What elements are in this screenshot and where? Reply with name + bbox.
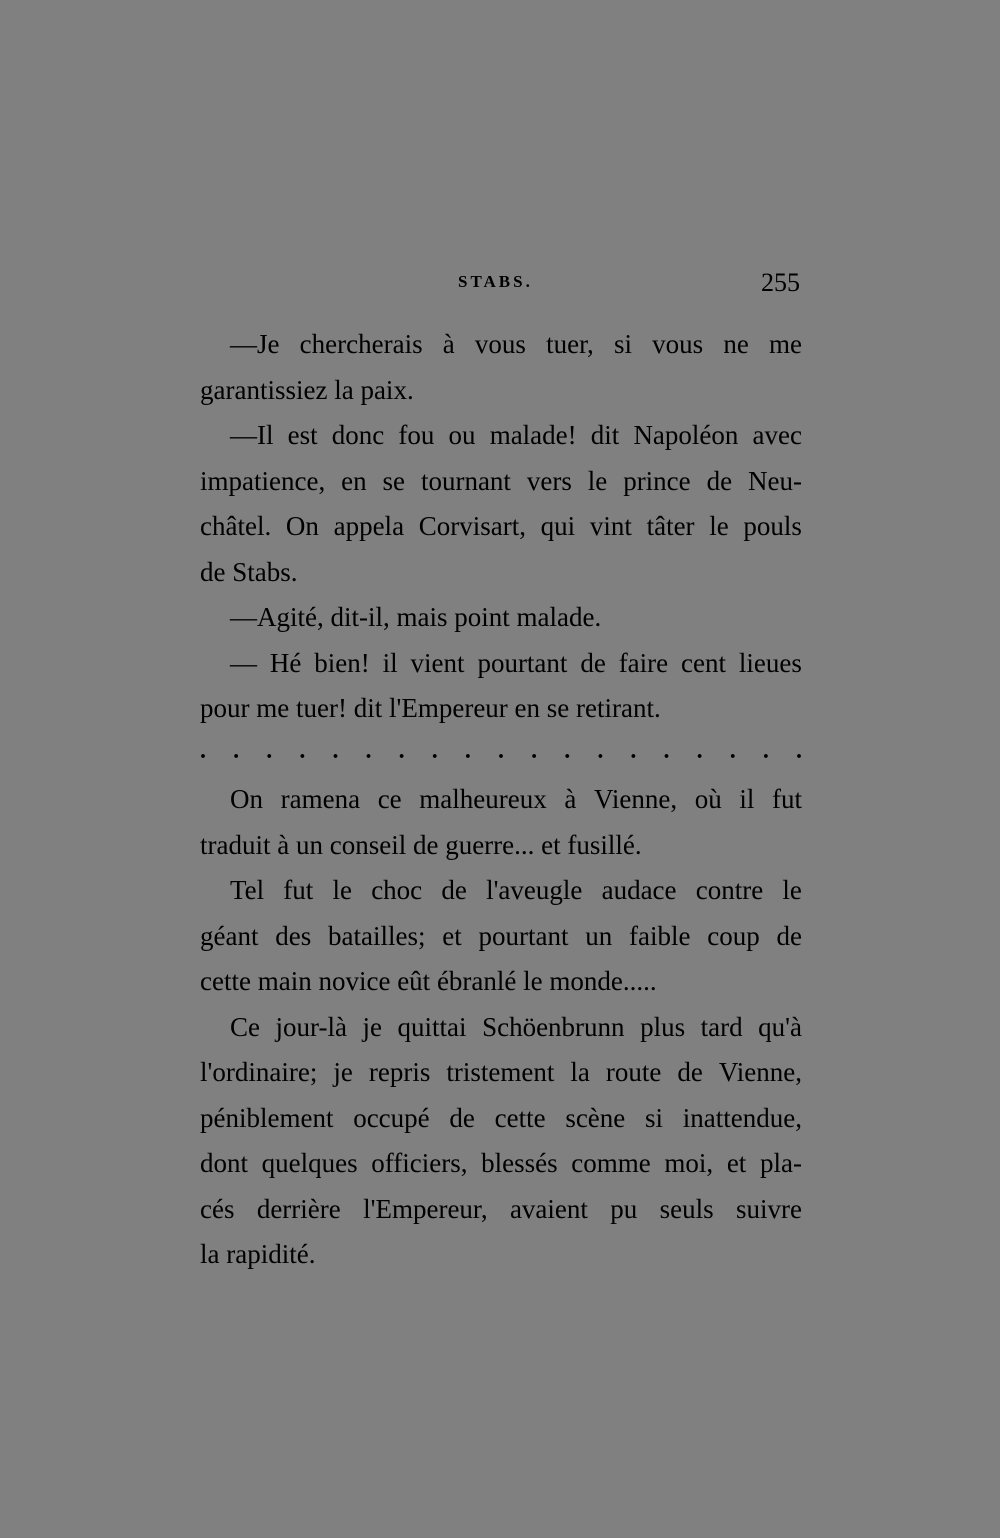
word: garantissiez — [200, 374, 328, 405]
word: il — [382, 647, 398, 678]
dot: . — [299, 737, 306, 764]
word: derrière — [256, 1193, 341, 1224]
word: et — [442, 920, 462, 951]
word: un — [295, 829, 323, 860]
word: conseil — [329, 829, 407, 860]
word: vous — [652, 329, 704, 359]
word: châtel. — [200, 511, 272, 541]
dot: . — [365, 737, 372, 764]
word: avec — [752, 420, 802, 450]
word: pla- — [759, 1148, 802, 1178]
word: l'Empereur — [388, 693, 508, 723]
word: l'ordinaire; — [200, 1057, 318, 1087]
dot: . — [233, 737, 240, 764]
word: chercherais — [299, 329, 423, 359]
word: en — [341, 465, 367, 496]
word: dit — [590, 420, 620, 450]
word: Tel — [230, 875, 265, 905]
word: de — [580, 647, 606, 678]
word: tâter — [646, 511, 695, 541]
text-line — [200, 1050, 802, 1096]
word: audace — [601, 875, 677, 905]
word: Schöenbrunn — [482, 1011, 625, 1042]
text-line — [200, 504, 802, 550]
word: quelques — [261, 1148, 358, 1178]
dot: . — [663, 737, 670, 764]
word: Vienne, — [718, 1057, 802, 1087]
word: prince — [623, 465, 691, 496]
word: dont — [200, 1148, 249, 1178]
text-line — [200, 823, 802, 869]
text-line — [200, 1096, 802, 1142]
dot: . — [564, 737, 571, 764]
word: blessés — [481, 1148, 558, 1178]
word: Ce — [230, 1011, 260, 1042]
word: eût — [397, 966, 431, 996]
word: quittai — [397, 1011, 467, 1042]
word: scène — [565, 1102, 626, 1133]
word: vers — [526, 465, 572, 496]
word: où — [694, 784, 722, 814]
dot: . — [266, 737, 273, 764]
dot: . — [729, 737, 736, 764]
word: si — [613, 329, 632, 359]
text-line — [200, 868, 802, 914]
word: géant — [200, 920, 259, 951]
word: comme — [571, 1148, 651, 1178]
word: officiers, — [371, 1148, 468, 1178]
page-number: 255 — [761, 268, 800, 297]
word: malade! — [489, 420, 577, 450]
dot: . — [200, 737, 206, 764]
word: monde..... — [549, 966, 657, 996]
word: vient — [410, 647, 465, 678]
word: fou — [398, 420, 435, 450]
word: tard — [700, 1011, 743, 1042]
word: coup — [707, 920, 760, 951]
word: et — [541, 829, 561, 860]
word: main — [257, 966, 312, 996]
word: cette — [200, 966, 251, 996]
word: fusillé. — [567, 829, 642, 860]
dot: . — [696, 737, 703, 764]
word: le — [782, 875, 802, 905]
word: lieues — [738, 647, 802, 678]
word: de — [449, 1102, 475, 1133]
word: tuer, — [546, 329, 594, 359]
word: contre — [695, 875, 764, 905]
word: —Il — [230, 420, 274, 450]
dot: . — [630, 737, 637, 764]
text-line — [200, 1232, 802, 1278]
word: de — [412, 829, 439, 860]
word: le — [332, 875, 352, 905]
word: repris — [368, 1057, 431, 1087]
word: la — [334, 374, 354, 405]
word: je — [333, 1057, 353, 1087]
dot: . — [398, 737, 405, 764]
word: vint — [589, 511, 632, 541]
word: moi, — [664, 1148, 714, 1178]
word: On — [285, 511, 319, 541]
word: bien! — [314, 647, 370, 678]
text-line — [200, 686, 802, 732]
word: et — [726, 1148, 747, 1178]
word: Stabs. — [232, 556, 298, 587]
text-line — [200, 368, 802, 414]
dot: . — [497, 737, 504, 764]
word: paix. — [360, 374, 414, 405]
word: de — [706, 465, 733, 496]
word: donc — [331, 420, 385, 450]
word: le — [587, 465, 608, 496]
word: inattendue, — [682, 1102, 802, 1133]
text-line — [200, 459, 802, 505]
word: vous — [474, 329, 526, 359]
word: —Je — [230, 329, 280, 359]
text-line — [200, 1141, 802, 1187]
dot: . — [332, 737, 339, 764]
word: point — [454, 602, 510, 632]
page-header — [200, 268, 800, 302]
word: ou — [448, 420, 476, 450]
word: péniblement — [200, 1102, 334, 1133]
word: rapidité. — [226, 1239, 316, 1269]
dot: . — [431, 737, 438, 764]
word: tuer! — [296, 693, 347, 723]
body-text — [200, 322, 802, 1278]
word: des — [275, 920, 312, 951]
text-line — [200, 914, 802, 960]
dot: . — [795, 737, 802, 764]
word: traduit — [200, 829, 271, 860]
word: faible — [629, 920, 691, 951]
word: guerre... — [445, 829, 535, 860]
word: — — [230, 647, 257, 678]
text-line — [200, 413, 802, 459]
word: mais — [396, 602, 448, 632]
word: le — [523, 966, 543, 996]
word: l'aveugle — [486, 875, 583, 905]
word: avaient — [509, 1193, 588, 1224]
word: faire — [618, 647, 669, 678]
word: en — [514, 693, 541, 723]
word: cette — [494, 1102, 546, 1133]
text-line — [200, 1187, 802, 1233]
word: On — [230, 784, 263, 814]
word: fut — [283, 875, 314, 905]
word: tournant — [420, 465, 511, 496]
ellipsis-line — [200, 732, 802, 778]
word: choc — [371, 875, 423, 905]
word: —Agité, — [230, 602, 324, 632]
running-head: STABS. — [458, 272, 533, 291]
word: malade. — [516, 602, 602, 632]
word: suivre — [735, 1193, 802, 1224]
word: ne — [723, 329, 749, 359]
word: ce — [377, 784, 402, 814]
word: malheureux — [419, 784, 547, 814]
word: un — [585, 920, 613, 951]
dot: . — [531, 737, 538, 764]
word: à — [277, 829, 290, 860]
word: ramena — [280, 784, 361, 814]
word: se — [382, 465, 406, 496]
word: route — [605, 1057, 662, 1087]
word: Hé — [269, 647, 302, 678]
word: de — [441, 875, 467, 905]
dot: . — [762, 737, 769, 764]
word: fut — [771, 784, 802, 814]
word: appela — [333, 511, 405, 541]
text-line — [200, 595, 802, 641]
dot: . — [464, 737, 471, 764]
word: la — [570, 1057, 590, 1087]
word: la — [200, 1239, 220, 1269]
text-line — [200, 1005, 802, 1051]
word: je — [362, 1011, 382, 1042]
word: me — [256, 693, 290, 723]
word: qu'à — [758, 1011, 802, 1042]
word: il — [739, 784, 755, 814]
word: me — [768, 329, 802, 359]
word: pourtant — [478, 920, 569, 951]
word: novice — [318, 966, 391, 996]
word: qui — [540, 511, 576, 541]
word: pour — [200, 693, 250, 723]
text-line — [200, 322, 802, 368]
word: le — [709, 511, 729, 541]
word: Vienne, — [593, 784, 678, 814]
word: cés — [200, 1193, 235, 1224]
word: dit — [353, 693, 383, 723]
text-line — [200, 959, 802, 1005]
word: pu — [610, 1193, 638, 1224]
word: cent — [681, 647, 727, 678]
word: Corvisart, — [418, 511, 526, 541]
word: se — [546, 693, 570, 723]
dot: . — [597, 737, 604, 764]
word: Neu- — [747, 465, 802, 496]
word: jour-là — [275, 1011, 347, 1042]
word: ébranlé — [436, 966, 517, 996]
word: de — [200, 556, 226, 587]
word: de — [776, 920, 802, 951]
word: pouls — [743, 511, 802, 541]
word: seuls — [659, 1193, 714, 1224]
word: à — [442, 329, 455, 359]
word: de — [677, 1057, 703, 1087]
word: si — [645, 1102, 664, 1133]
word: plus — [640, 1011, 686, 1042]
word: pourtant — [477, 647, 568, 678]
text-line — [200, 777, 802, 823]
word: à — [564, 784, 577, 814]
word: dit-il, — [330, 602, 390, 632]
word: est — [287, 420, 318, 450]
text-line — [200, 550, 802, 596]
word: batailles; — [328, 920, 426, 951]
word: tristement — [446, 1057, 555, 1087]
word: Napoléon — [633, 420, 739, 450]
text-line — [200, 641, 802, 687]
word: occupé — [353, 1102, 430, 1133]
word: retirant. — [576, 693, 661, 723]
word: l'Empereur, — [363, 1193, 488, 1224]
word: impatience, — [200, 465, 326, 496]
